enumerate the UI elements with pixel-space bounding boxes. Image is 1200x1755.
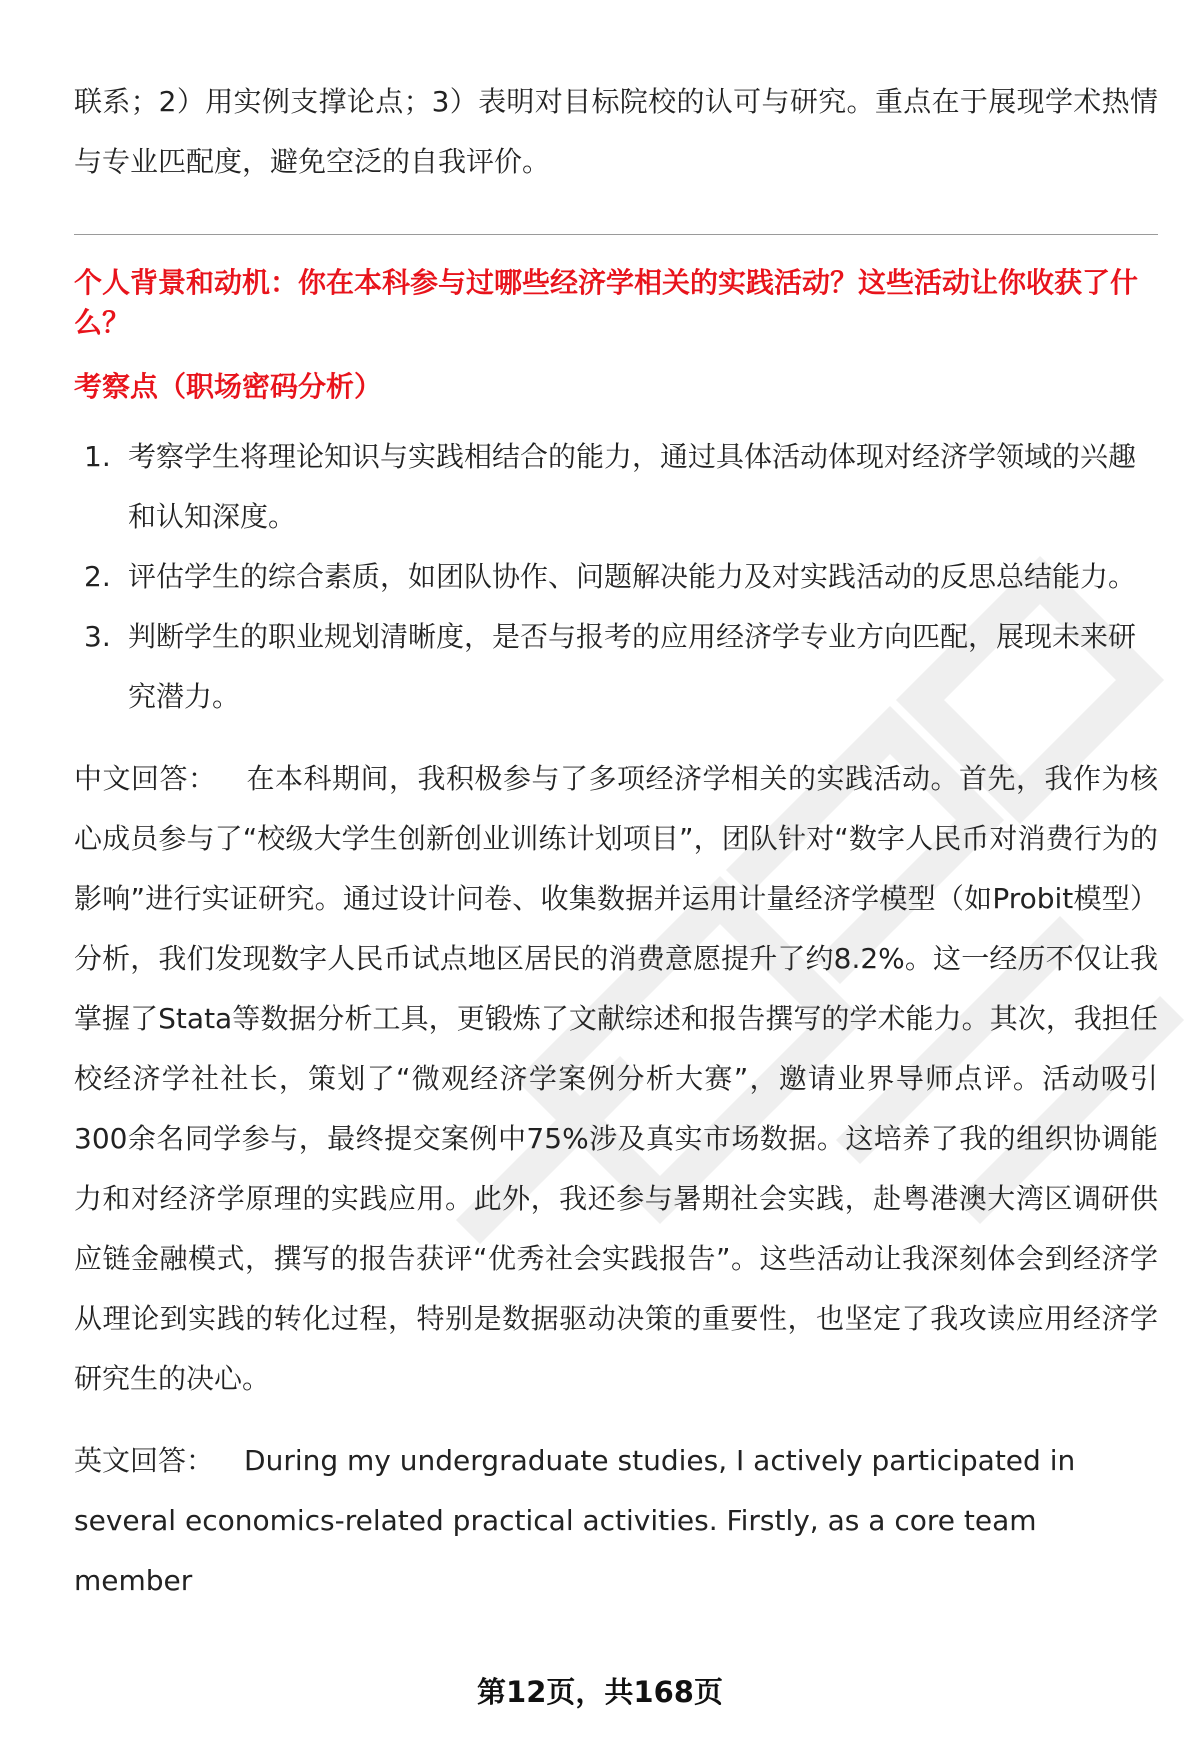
intro-paragraph: 联系；2）用实例支撑论点；3）表明对目标院校的认可与研究。重点在于展现学术热情与专业匹配度，避免空泛的自我评价。 — [74, 85, 1158, 178]
exam-point-text: 考察学生将理论知识与实践相结合的能力，通过具体活动体现对经济学领域的兴趣和认知深度。 — [128, 440, 1137, 533]
section-divider — [74, 234, 1158, 235]
list-number: 3. — [84, 620, 111, 653]
english-answer-label: 英文回答： — [74, 1444, 215, 1477]
document-page — [74, 72, 1158, 1611]
english-answer — [74, 1431, 1158, 1611]
exam-points-heading: 考察点（职场密码分析） — [74, 370, 383, 403]
question-title: 个人背景和动机：你在本科参与过哪些经济学相关的实践活动？这些活动让你收获了什么？ — [74, 266, 1139, 339]
list-number: 2. — [84, 560, 111, 593]
exam-point-text: 判断学生的职业规划清晰度，是否与报考的应用经济学专业方向匹配，展现未来研究潜力。 — [128, 620, 1137, 713]
exam-point-item — [74, 547, 1158, 607]
english-answer-text: During my undergraduate studies, I actively participated in several economics-related practical activities. Firstly, as a core team member — [74, 1444, 1076, 1597]
list-number: 1. — [84, 440, 111, 473]
chinese-answer — [74, 749, 1158, 1409]
exam-points-list — [74, 427, 1158, 727]
chinese-answer-text: 在本科期间，我积极参与了多项经济学相关的实践活动。首先，我作为核心成员参与了“校级大学生创新创业训练计划项目”，团队针对“数字人民币对消费行为的影响”进行实证研究。通过设计问卷、收集数据并运用计量经济学模型（如Probit模型）分析，我们发现数字人民币试点地区居民的消费意愿提升了约8.2%。这一经历不仅让我掌握了Stata等数据分析工具，更锻炼了文献综述和报告撰写的学术能力。其次，我担任校经济学社社长，策划了“微观经济学案例分析大赛”，邀请业界导师点评。活动吸引300余名同学参与，最终提交案例中75%涉及真实市场数据。这培养了我的组织协调能力和对经济学原理的实践应用。此外，我还参与暑期社会实践，赴粤港澳大湾区调研供应链金融模式，撰写的报告获评“优秀社会实践报告”。这些活动让我深刻体会到经济学从理论到实践的转化过程，特别是数据驱动决策的重要性，也坚定了我攻读应用经济学研究生的决心。 — [74, 762, 1158, 1395]
exam-point-item — [74, 427, 1158, 547]
page-indicator: 第12页，共168页 — [477, 1675, 723, 1709]
chinese-answer-label: 中文回答： — [74, 762, 217, 795]
exam-point-text: 评估学生的综合素质，如团队协作、问题解决能力及对实践活动的反思总结能力。 — [128, 560, 1137, 593]
exam-point-item — [74, 607, 1158, 727]
